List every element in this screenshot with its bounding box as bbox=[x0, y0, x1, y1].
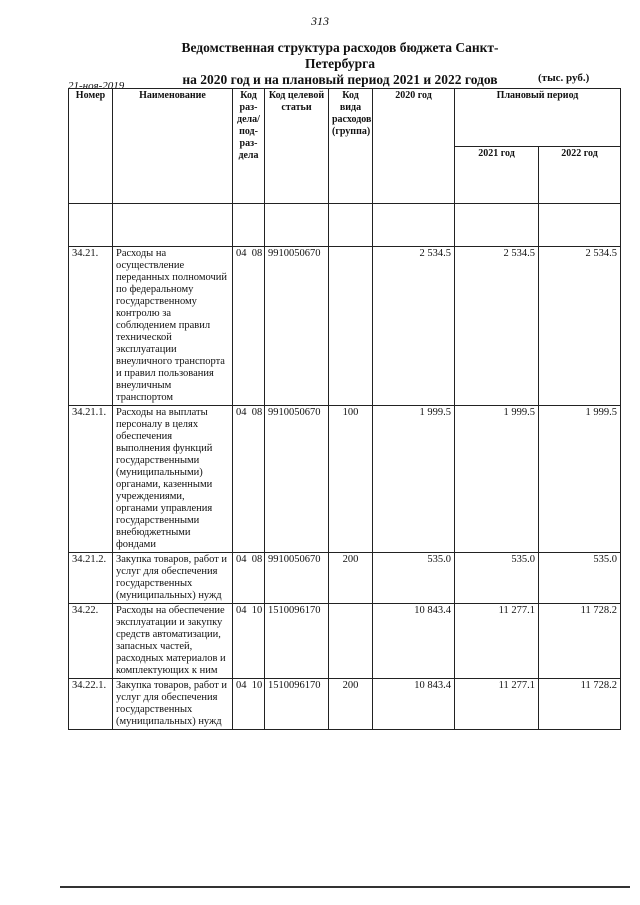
row-kind-code: 200 bbox=[329, 553, 373, 604]
page-number: 313 bbox=[311, 14, 329, 28]
row-2021: 11 277.1 bbox=[455, 679, 539, 730]
header-row bbox=[69, 89, 621, 147]
header-kind-code: Код вида расходов (группа) bbox=[329, 89, 373, 204]
row-2021: 2 534.5 bbox=[455, 247, 539, 406]
header-2022: 2022 год bbox=[539, 146, 621, 204]
row-kind-code bbox=[329, 604, 373, 679]
row-number: 34.21.2. bbox=[69, 553, 113, 604]
table-row bbox=[69, 679, 621, 730]
row-section-code: 04 08 bbox=[233, 247, 265, 406]
row-kind-code bbox=[329, 247, 373, 406]
units-label: (тыс. руб.) bbox=[538, 72, 590, 84]
row-2022: 1 999.5 bbox=[539, 406, 621, 553]
row-name: Расходы на обеспечение эксплуатации и закупку средств автоматизации, запасных частей, расходных материалов и комплектующих к ним bbox=[113, 604, 233, 679]
row-name: Закупка товаров, работ и услуг для обеспечения государственных (муниципальных) нужд bbox=[113, 553, 233, 604]
header-name: Наименование bbox=[113, 89, 233, 204]
header-section-code: Код раз- дела/ под- раз- дела bbox=[233, 89, 265, 204]
row-2021: 1 999.5 bbox=[455, 406, 539, 553]
row-2021: 535.0 bbox=[455, 553, 539, 604]
spacer-row bbox=[69, 204, 621, 247]
budget-table bbox=[68, 88, 621, 730]
document-title bbox=[150, 40, 530, 88]
row-2020: 10 843.4 bbox=[373, 679, 455, 730]
page-bottom-rule bbox=[60, 886, 630, 888]
row-number: 34.22. bbox=[69, 604, 113, 679]
row-2022: 535.0 bbox=[539, 553, 621, 604]
row-section-code: 04 08 bbox=[233, 406, 265, 553]
title-line-2: на 2020 год и на плановый период 2021 и 2022 годов bbox=[182, 72, 498, 87]
row-2020: 2 534.5 bbox=[373, 247, 455, 406]
table-row bbox=[69, 247, 621, 406]
row-kind-code: 200 bbox=[329, 679, 373, 730]
row-target-code: 1510096170 bbox=[265, 604, 329, 679]
document-date: 21-ноя-2019 bbox=[68, 80, 125, 92]
row-2020: 1 999.5 bbox=[373, 406, 455, 553]
row-section-code: 04 08 bbox=[233, 553, 265, 604]
table-row bbox=[69, 604, 621, 679]
row-target-code: 1510096170 bbox=[265, 679, 329, 730]
row-number: 34.21. bbox=[69, 247, 113, 406]
header-2020: 2020 год bbox=[373, 89, 455, 204]
row-2022: 11 728.2 bbox=[539, 679, 621, 730]
row-section-code: 04 10 bbox=[233, 679, 265, 730]
header-target-code: Код целевой статьи bbox=[265, 89, 329, 204]
row-name: Расходы на осуществление переданных полномочий по федеральному государственному контролю за соблюдением правил технической эксплуатации внеуличного транспорта и правил пользования внеуличным транспортом bbox=[113, 247, 233, 406]
row-target-code: 9910050670 bbox=[265, 553, 329, 604]
row-2022: 11 728.2 bbox=[539, 604, 621, 679]
row-section-code: 04 10 bbox=[233, 604, 265, 679]
row-target-code: 9910050670 bbox=[265, 406, 329, 553]
row-2020: 10 843.4 bbox=[373, 604, 455, 679]
row-number: 34.21.1. bbox=[69, 406, 113, 553]
row-2021: 11 277.1 bbox=[455, 604, 539, 679]
row-number: 34.22.1. bbox=[69, 679, 113, 730]
header-number: Номер bbox=[69, 89, 113, 204]
header-2021: 2021 год bbox=[455, 146, 539, 204]
row-name: Закупка товаров, работ и услуг для обеспечения государственных (муниципальных) нужд bbox=[113, 679, 233, 730]
row-target-code: 9910050670 bbox=[265, 247, 329, 406]
header-planned-period: Плановый период bbox=[455, 89, 621, 147]
row-2020: 535.0 bbox=[373, 553, 455, 604]
row-2022: 2 534.5 bbox=[539, 247, 621, 406]
row-name: Расходы на выплаты персоналу в целях обеспечения выполнения функций государственными (муниципальными) органами, казенными учреждениями, органами управления государственными внебюджетными фондами bbox=[113, 406, 233, 553]
table-row bbox=[69, 553, 621, 604]
table-row bbox=[69, 406, 621, 553]
title-line-1: Ведомственная структура расходов бюджета Санкт-Петербурга bbox=[181, 40, 499, 71]
row-kind-code: 100 bbox=[329, 406, 373, 553]
